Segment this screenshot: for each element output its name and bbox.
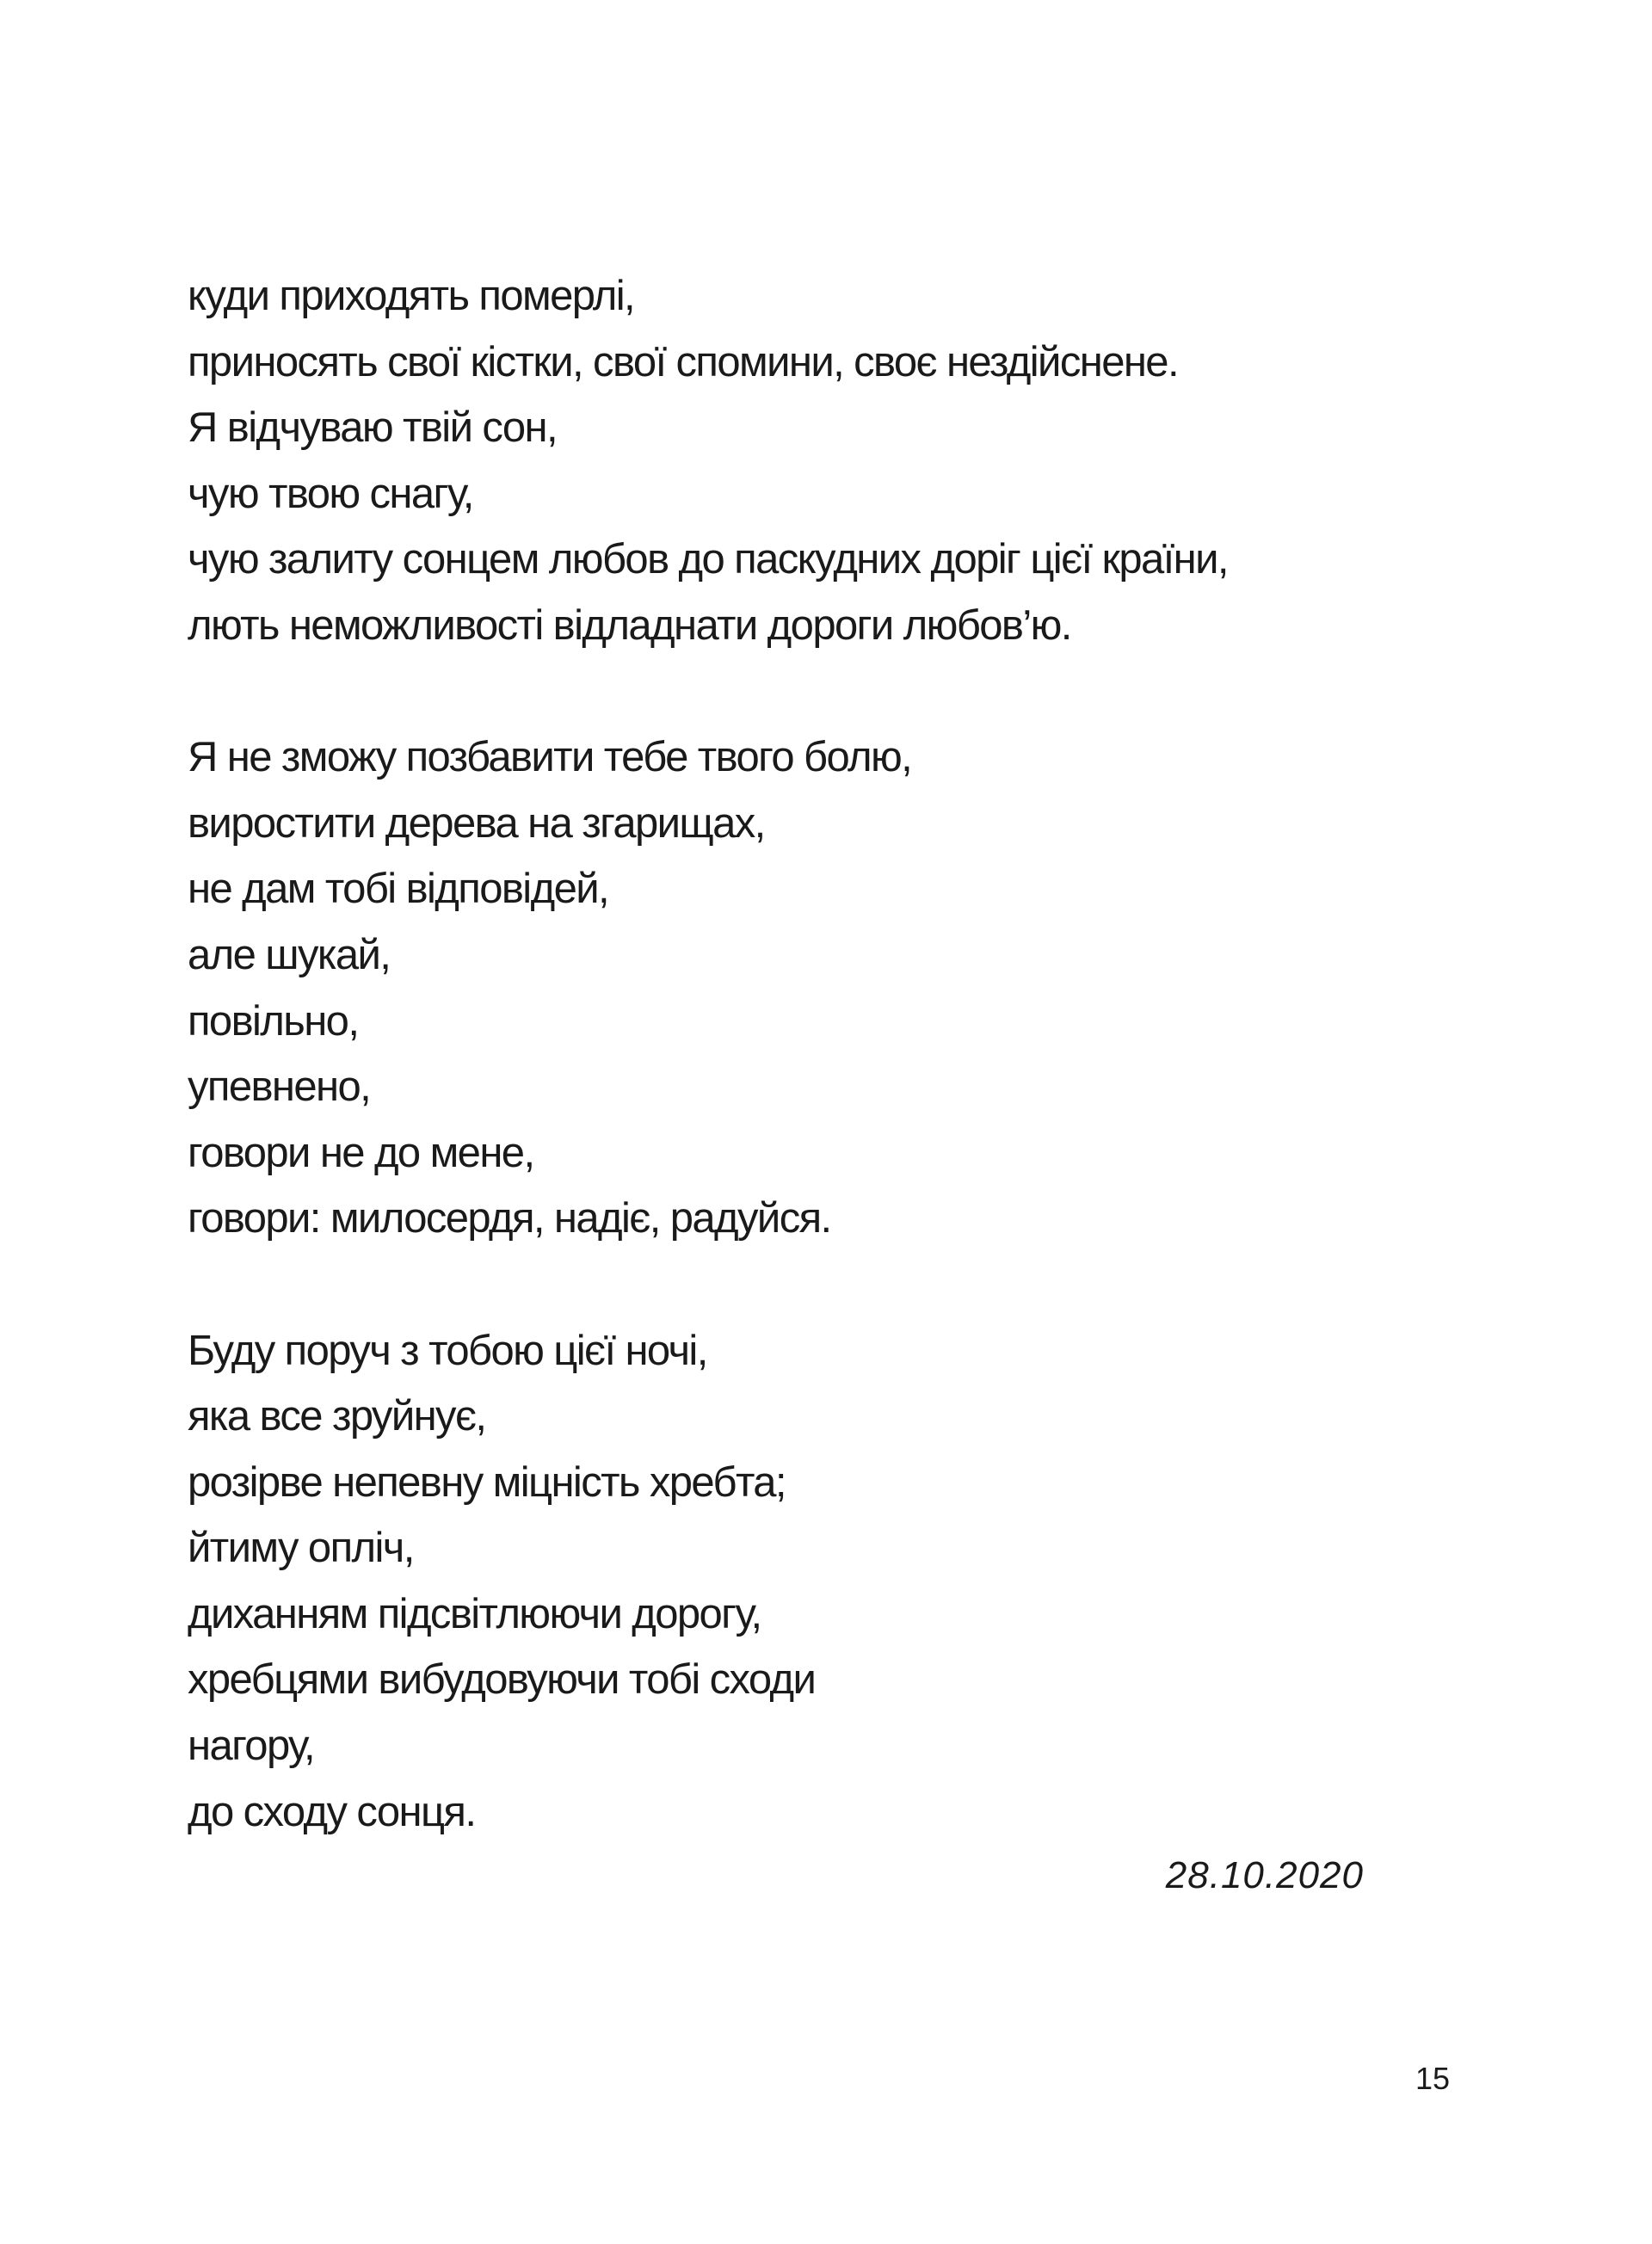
poem-line: Буду поруч з тобою цієї ночі, — [188, 1327, 707, 1374]
poem-line: яка все зруйнує, — [188, 1393, 486, 1440]
poem-line: диханням підсвітлюючи дорогу, — [188, 1590, 761, 1637]
poem-line: лють неможливості відладнати дороги любов’ю. — [188, 601, 1071, 649]
stanza — [188, 724, 1478, 1252]
poem-line: куди приходять померлі, — [188, 273, 635, 319]
stanza — [188, 1318, 1478, 1846]
stanza — [188, 263, 1478, 659]
poem-line: не дам тобі відповідей, — [188, 866, 609, 913]
poem-line: чую твою снагу, — [188, 470, 473, 517]
page-number: 15 — [1415, 2061, 1450, 2096]
poem-line: хребцями вибудовуючи тобі сходи — [188, 1656, 816, 1704]
poem-date: 28.10.2020 — [1165, 1854, 1364, 1896]
poem-line: упевнено, — [188, 1063, 371, 1111]
poem-line: виростити дерева на згарищах, — [188, 799, 765, 847]
poem — [188, 263, 1478, 1911]
poem-line: приносять свої кістки, свої спомини, своє нездійснене. — [188, 338, 1178, 385]
poem-line: говори: милосердя, надіє, радуйся. — [188, 1195, 831, 1242]
poem-line: Я відчуваю твій сон, — [188, 404, 557, 452]
poem-line: чую залиту сонцем любов до паскудних доріг цієї країни, — [188, 536, 1228, 583]
poem-line: нагору, — [188, 1723, 315, 1770]
poem-line: йтиму опліч, — [188, 1525, 414, 1572]
poem-line: розірве непевну міцність хребта; — [188, 1458, 786, 1506]
poem-line: говори не до мене, — [188, 1129, 534, 1176]
poem-line: але шукай, — [188, 931, 391, 978]
poem-line: повільно, — [188, 997, 359, 1045]
poem-line: Я не зможу позбавити тебе твого болю, — [188, 734, 912, 781]
poem-line: до сходу сонця. — [188, 1788, 476, 1835]
